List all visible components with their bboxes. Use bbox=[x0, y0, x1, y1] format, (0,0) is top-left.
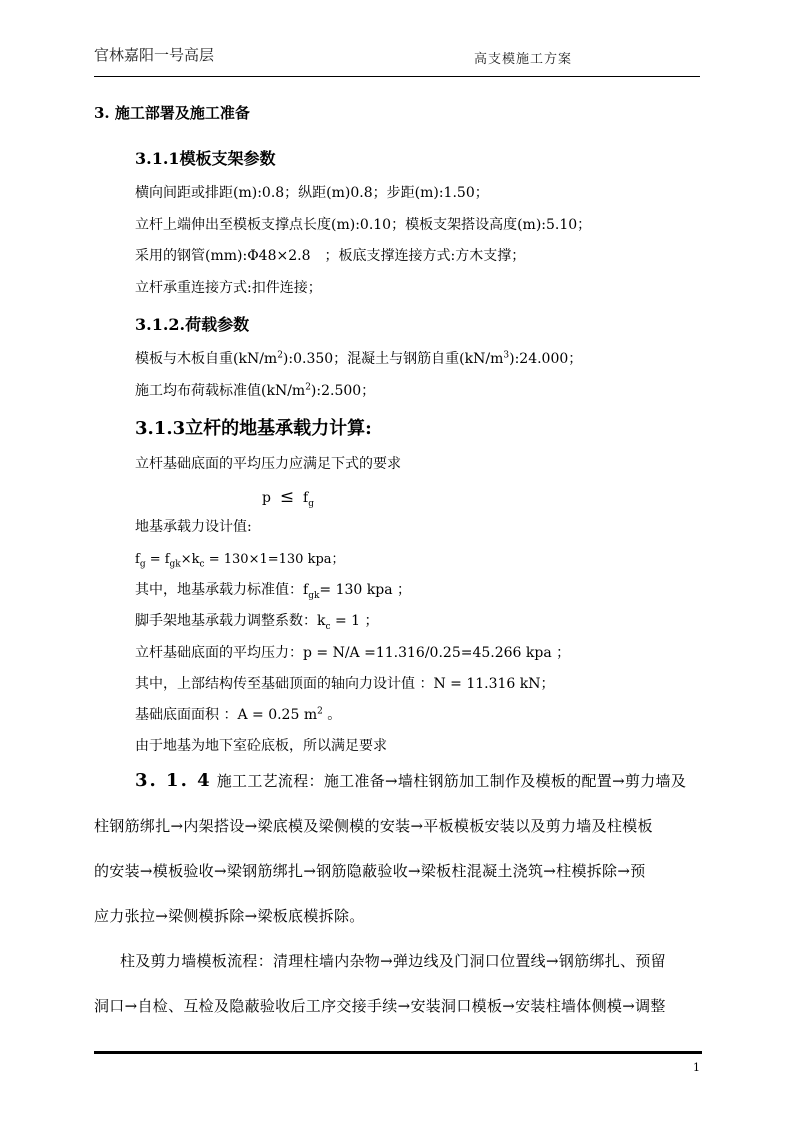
header-doc-title: 高支模施工方案 bbox=[474, 52, 573, 67]
column-flow-line-2: 洞口→自检、互检及隐蔽验收后工序交接手续→安装洞口模板→安装柱墙体侧模→调整 bbox=[94, 997, 666, 1015]
param-line-connection: 立杆承重连接方式:扣件连接； bbox=[135, 280, 322, 296]
param-line-pipe: 采用的钢管(mm):Φ48×2.8 ；板底支撑连接方式:方木支撑； bbox=[135, 248, 526, 264]
bearing-formula: $p \le f_g$ bbox=[262, 487, 314, 509]
process-flow-line-4: 应力张拉→梁侧模拆除→梁板底模拆除。 bbox=[94, 907, 365, 925]
load-line-selfweight: 模板与木板自重$(kN/m^2):0.350$；混凝土与钢筋自重$(kN/m^3):24.000$； bbox=[135, 350, 583, 367]
calc-conclusion: 由于地基为地下室砼底板，所以满足要求 bbox=[135, 738, 387, 754]
footer-divider bbox=[94, 1051, 702, 1054]
header-project-name: 官林嘉阳一号高层 bbox=[94, 46, 215, 64]
subsection-3-1-4-label: 3. 1. 4 bbox=[135, 770, 212, 791]
subsection-3-1-3-title: 3.1.3立杆的地基承载力计算: bbox=[135, 418, 372, 439]
process-flow-line-3: 的安装→模板验收→梁钢筋绑扎→钢筋隐蔽验收→梁板柱混凝土浇筑→柱模拆除→预 bbox=[94, 862, 646, 880]
axial-force: 其中，上部结构传至基础顶面的轴向力设计值 ：N = 11.316 kN； bbox=[135, 676, 555, 692]
param-line-spacing: 横向间距或排距(m):0.8；纵距(m)0.8；步距(m):1.50； bbox=[135, 185, 489, 201]
subsection-3-1-1-title: 3.1.1模板支架参数 bbox=[135, 149, 276, 168]
design-value-label: 地基承载力设计值: bbox=[135, 519, 252, 535]
page-number: 1 bbox=[693, 1061, 700, 1074]
subsection-3-1-2-title: 3.1.2.荷载参数 bbox=[135, 315, 250, 334]
standard-bearing-value: 其中，地基承载力标准值：$f_{gk}= 130$ kpa ； bbox=[135, 582, 412, 601]
calc-intro: 立杆基础底面的平均压力应满足下式的要求 bbox=[135, 456, 401, 472]
section-title: 3. 施工部署及施工准备 bbox=[94, 104, 250, 122]
load-line-construction: 施工均布荷载标准值$(kN/m^2):2.500$； bbox=[135, 382, 376, 399]
fg-calculation: $f_g = f_{gk}\times k_c = 130\times 1=130$ kpa； bbox=[135, 552, 345, 570]
column-flow-line-1: 柱及剪力墙模板流程：清理柱墙内杂物→弹边线及门洞口位置线→钢筋绑扎、预留 bbox=[120, 952, 666, 970]
process-flow-line-2: 柱钢筋绑扎→内架搭设→梁底模及梁侧模的安装→平板模板安装以及剪力墙及柱模板 bbox=[94, 817, 653, 835]
param-line-extension: 立杆上端伸出至模板支撑点长度(m):0.10；模板支架搭设高度(m):5.10； bbox=[135, 217, 592, 233]
average-pressure: 立杆基础底面的平均压力：p = N/A =11.316/0.25=45.266 kpa ； bbox=[135, 645, 571, 661]
adjustment-coefficient: 脚手架地基承载力调整系数：$k_c = 1$ ； bbox=[135, 613, 379, 632]
header-divider bbox=[94, 76, 700, 77]
base-area: 基础底面面积 ：A = 0.25 $m^2$ 。 bbox=[135, 706, 342, 723]
process-flow-line-1: 3. 1. 4 施工工艺流程：施工准备→墙柱钢筋加工制作及模板的配置→剪力墙及 bbox=[135, 770, 687, 791]
